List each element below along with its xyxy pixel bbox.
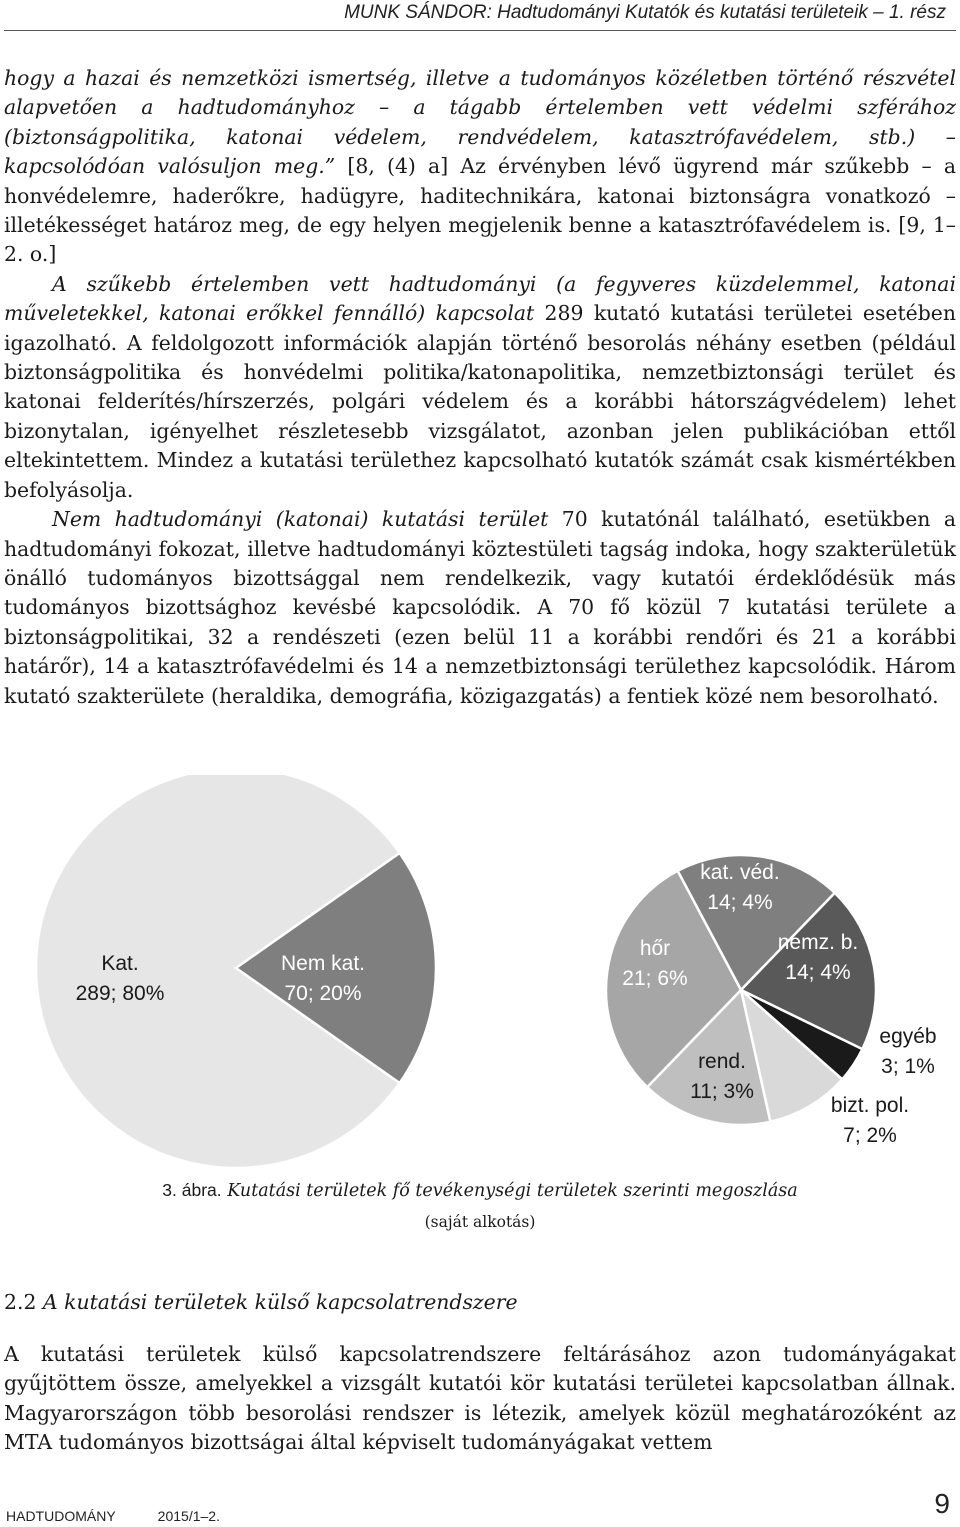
header-rule: [4, 30, 956, 31]
journal-name: HADTUDOMÁNY: [6, 1508, 116, 1524]
figure-caption: [0, 1180, 960, 1201]
journal-issue: 2015/1–2.: [157, 1508, 220, 1524]
figure-title: Kutatási területek fő tevékenységi területek szerinti megoszlása: [227, 1181, 798, 1201]
figure-source: (saját alkotás): [424, 1213, 536, 1231]
sub-slice-1-label: nemz. b.: [777, 931, 859, 954]
figure-number: 3. ábra.: [162, 1180, 222, 1200]
section-text: [4, 1340, 956, 1458]
section-heading: [4, 1290, 518, 1314]
sub-slice-5-value: 21; 6%: [622, 967, 688, 990]
sub-slice-4-value: 11; 3%: [690, 1080, 754, 1103]
sub-slice-1-value: 14; 4%: [785, 961, 851, 984]
paragraph-2-emph: A szűkebb értelemben vett hadtudományi (a fegyveres küzdelemmel, katonai műveletekkel, katonai erőkkel fennálló) kapcsolat: [4, 271, 956, 326]
section-paragraph: A kutatási területek külső kapcsolatrendszere feltárásához azon tudományágakat gyűjtöttem össze, amelyekkel a vizsgált kutatói kör kutatási területei kapcsolatban állnak. Magyarországon több besorolási rendszer is létezik, amelyek közül meghatározóként az MTA tudományos bizottságai által képviselt tudományágakat vettem: [4, 1342, 956, 1455]
main-slice-1-label: Nem kat.: [280, 952, 366, 975]
body-text: [4, 64, 956, 711]
pie-chart: [0, 775, 960, 1175]
main-pie: [36, 775, 436, 1168]
paragraph-3: [4, 505, 956, 711]
paragraph-1: [4, 64, 956, 270]
section-title: A kutatási területek külső kapcsolatrendszere: [42, 1290, 518, 1314]
sub-slice-3-value: 7; 2%: [843, 1124, 897, 1147]
paragraph-2: [4, 270, 956, 505]
sub-slice-3-label: bizt. pol.: [830, 1094, 910, 1117]
main-slice-0-label: Kat.: [101, 952, 139, 975]
sub-slice-5-label: hőr: [639, 937, 671, 960]
main-slice-1-value: 70; 20%: [284, 982, 362, 1005]
sub-slice-0-label: kat. véd.: [700, 861, 780, 884]
paragraph-3-rest: 70 kutatónál található, esetükben a hadtudományi fokozat, illetve hadtudományi köztestületi tagság indoka, hogy szakterületük önálló tudományos bizottsággal nem rendelkezik, vagy kutatói érdeklődésük más tudományos bizottsághoz kevésbé kapcsolódik. A 70 fő közül 7 kutatási területe a biztonságpolitikai, 32 a rendészeti (ezen belül 11 a korábbi rendőri és 21 a korábbi határőr), 14 a katasztrófavédelmi és 14 a nemzetbiztonsági területhez kapcsolódik. Három kutató szakterülete (heraldika, demográfia, közigazgatás) a fentiek közé nem besorolható.: [4, 507, 956, 708]
sub-slice-0-value: 14; 4%: [707, 891, 773, 914]
paragraph-1-quote: hogy a hazai és nemzetközi ismertség, illetve a tudományos közéletben történő részvétel alapvetően a hadtudományhoz – a tágabb értelemben vett védelmi szférához (biztonságpolitika, katonai védelem, rendvédelem, katasztrófavédelem, stb.) – kapcsolódóan valósuljon meg.”: [4, 66, 956, 179]
running-header: MUNK SÁNDOR: Hadtudományi Kutatók és kutatási területeik – 1. rész: [344, 2, 946, 23]
footer-journal: [6, 1508, 220, 1524]
sub-slice-4-label: rend.: [698, 1050, 746, 1073]
main-slice-0-value: 289; 80%: [75, 982, 165, 1005]
section-number: 2.2: [4, 1290, 37, 1314]
page-number: 9: [934, 1488, 950, 1519]
paragraph-2-rest: 289 kutató kutatási területei esetében igazolható. A feldolgozott információk alapján történő besorolás néhány esetben (például biztonságpolitika és honvédelmi politika/katonapolitika, nemzetbiztonsági terület és katonai felderítés/hírszerzés, polgári védelem és a korábbi hátországvédelem) lehet bizonytalan, igényelhet részletesebb vizsgálatot, azonban jelen publikációban ettől eltekintettem. Mindez a kutatási területhez kapcsolható kutatók számát csak kismértékben befolyásolja.: [4, 301, 956, 502]
sub-slice-2-label: egyéb: [879, 1025, 937, 1048]
paragraph-1-rest: [8, (4) a] Az érvényben lévő ügyrend már szűkebb – a honvédelemre, haderőkre, hadügyre, haditechnikára, katonai biztonságra vonatkozó – illetékességet határoz meg, de egy helyen megjelenik benne a katasztrófavédelem is. [9, 1–2. o.]: [4, 154, 956, 267]
sub-slice-2-value: 3; 1%: [881, 1055, 935, 1078]
paragraph-3-emph: Nem hadtudományi (katonai) kutatási terület: [52, 507, 549, 532]
